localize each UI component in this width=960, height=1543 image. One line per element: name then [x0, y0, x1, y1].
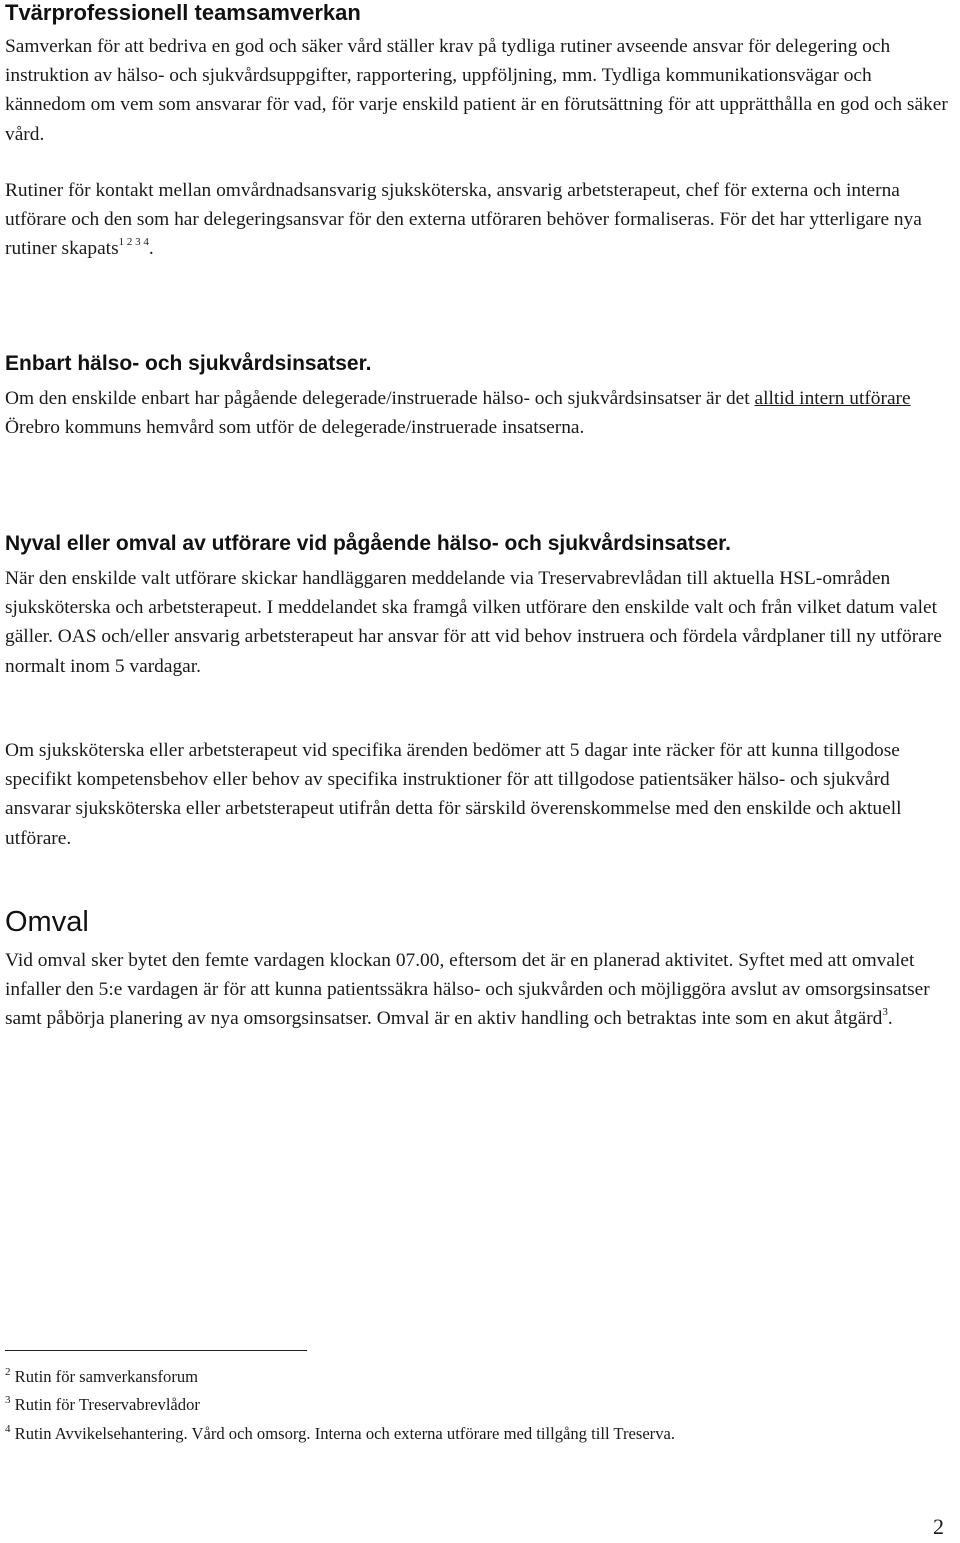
- footnote-separator: [5, 1350, 307, 1351]
- underlined-text: alltid intern utförare: [754, 388, 911, 409]
- footnote-text: Rutin för samverkansforum: [14, 1367, 199, 1386]
- paragraph-rutiner-end: .: [148, 238, 154, 260]
- section-heading-enbart: Enbart hälso- och sjukvårdsinsatser.: [5, 352, 372, 375]
- paragraph-samverkan: Samverkan för att bedriva en god och säker vård ställer krav på tydliga rutiner avseende ansvar för delegering och instruktion av hälso- och sjukvårdsuppgifter, rapportering, uppföljning, mm. Tydliga kommunikationsvägar och kännedom om vem som ansvarar för vad, för varje enskild patient är en förutsättning för att upprätthålla en god och säker vård.: [5, 36, 948, 145]
- section-heading-teamsamverkan: Tvärprofessionell teamsamverkan: [5, 0, 361, 25]
- footnote: [5, 1395, 200, 1415]
- section-heading-nyval: Nyval eller omval av utförare vid pågående hälso- och sjukvårdsinsatser.: [5, 532, 731, 555]
- footnote: [5, 1424, 675, 1444]
- footnote-number: 4: [5, 1423, 11, 1435]
- paragraph-omval: [5, 946, 955, 1034]
- paragraph-enbart-tail: Örebro kommuns hemvård som utför de delegerade/instruerade insatserna.: [5, 417, 585, 439]
- paragraph-nyval: När den enskilde valt utförare skickar handläggaren meddelande via Treservabrevlådan till aktuella HSL-områden sjuksköterska och arbetsterapeut. I meddelandet ska framgå vilken utförare den enskilde valt och från vilket datum valet gäller. OAS och/eller ansvarig arbetsterapeut har ansvar för att vid behov instruera och fördela vårdplaner till ny utförare normalt inom 5 vardagar.: [5, 568, 942, 677]
- paragraph-specifika: Om sjuksköterska eller arbetsterapeut vid specifika ärenden bedömer att 5 dagar inte räcker för att kunna tillgodose specifikt kompetensbehov eller behov av specifika instruktioner för att tillgodose patientsäker hälso- och sjukvård ansvarar sjuksköterska eller arbetsterapeut utifrån detta för särskild överenskommelse med den enskilde och aktuell utförare.: [5, 740, 902, 849]
- paragraph-enbart: [5, 384, 955, 442]
- section-heading-omval: Omval: [5, 906, 89, 938]
- footnote-number: 3: [5, 1394, 11, 1406]
- footnote-text: Rutin Avvikelsehantering. Vård och omsorg. Interna och externa utförare med tillgång till Treserva.: [14, 1424, 676, 1443]
- paragraph-rutiner: [5, 176, 955, 264]
- footnote: [5, 1367, 198, 1387]
- footnote-refs: 1 2 3 4: [118, 236, 149, 249]
- footnote-ref: 3: [882, 1006, 888, 1019]
- paragraph-omval-end: .: [887, 1008, 893, 1030]
- paragraph-rutiner-text: Rutiner för kontakt mellan omvårdnadsansvarig sjuksköterska, ansvarig arbetsterapeut, chef för externa och interna utförare och den som har delegeringsansvar för den externa utföraren behöver formaliseras. För det har ytterligare nya rutiner skapats: [5, 180, 922, 260]
- page-number: 2: [933, 1514, 944, 1539]
- footnote-number: 2: [5, 1366, 11, 1378]
- footnote-text: Rutin för Treservabrevlådor: [14, 1395, 200, 1414]
- paragraph-omval-text: Vid omval sker bytet den femte vardagen klockan 07.00, eftersom det är en planerad aktivitet. Syftet med att omvalet infaller den 5:e vardagen är för att kunna patientssäkra hälso- och sjukvården och möjliggöra avslut av omsorgsinsatser samt påbörja planering av nya omsorgsinsatser. Omval är en aktiv handling och betraktas inte som en akut åtgärd: [5, 950, 930, 1030]
- paragraph-enbart-text: Om den enskilde enbart har pågående delegerade/instruerade hälso- och sjukvårdsinsatser är det: [5, 388, 755, 409]
